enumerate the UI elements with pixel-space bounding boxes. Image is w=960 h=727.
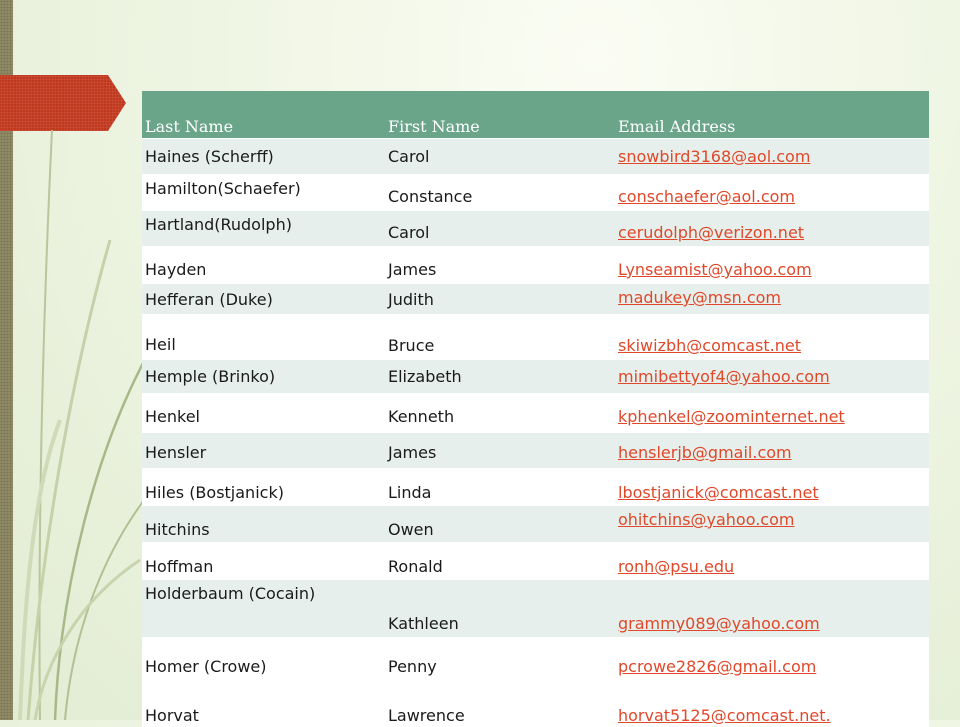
- email-link[interactable]: Lynseamist@yahoo.com: [618, 260, 812, 279]
- last-name-cell: Haines (Scherff): [142, 139, 385, 175]
- email-link[interactable]: pcrowe2826@gmail.com: [618, 657, 817, 676]
- email-link[interactable]: horvat5125@comcast.net.: [618, 705, 831, 725]
- header-last-name: Last Name: [142, 91, 385, 139]
- last-name-cell: Hartland(Rudolph): [142, 211, 385, 247]
- first-name-cell: Ronald: [385, 543, 615, 580]
- table-row: [142, 543, 929, 580]
- last-name-cell: Horvat: [142, 683, 385, 727]
- email-link[interactable]: kphenkel@zoominternet.net: [618, 407, 845, 426]
- first-name-cell: Judith: [385, 284, 615, 315]
- email-link[interactable]: snowbird3168@aol.com: [618, 147, 811, 166]
- first-name-cell: Carol: [385, 211, 615, 247]
- last-name-cell: Hefferan (Duke): [142, 284, 385, 315]
- first-name-cell: Penny: [385, 638, 615, 683]
- first-name-cell: James: [385, 247, 615, 284]
- first-name-cell: Owen: [385, 506, 615, 543]
- email-link[interactable]: grammy089@yahoo.com: [618, 614, 820, 633]
- first-name-cell: Kenneth: [385, 394, 615, 433]
- table-row: [142, 315, 929, 360]
- table-row: [142, 175, 929, 211]
- header-first-name: First Name: [385, 91, 615, 139]
- last-name-cell: Hensler: [142, 433, 385, 469]
- email-link[interactable]: lbostjanick@comcast.net: [618, 483, 819, 502]
- table-row: [142, 580, 929, 638]
- email-link[interactable]: henslerjb@gmail.com: [618, 443, 792, 462]
- table-header-row: [142, 91, 929, 139]
- email-link[interactable]: ohitchins@yahoo.com: [618, 510, 795, 529]
- table-row: [142, 360, 929, 394]
- last-name-cell: Hemple (Brinko): [142, 360, 385, 394]
- table-row: [142, 139, 929, 175]
- first-name-cell: Linda: [385, 469, 615, 506]
- table-row: [142, 247, 929, 284]
- email-link[interactable]: skiwizbh@comcast.net: [618, 336, 801, 355]
- email-link[interactable]: mimibettyof4@yahoo.com: [618, 367, 830, 386]
- table-row: [142, 394, 929, 433]
- header-email-address: Email Address: [615, 91, 929, 139]
- table-row: [142, 433, 929, 469]
- alumni-contact-table: [142, 91, 929, 727]
- first-name-cell: Kathleen: [385, 580, 615, 638]
- last-name-cell: Homer (Crowe): [142, 638, 385, 683]
- last-name-cell: Henkel: [142, 394, 385, 433]
- last-name-cell: Hamilton(Schaefer): [142, 175, 385, 211]
- table-row: [142, 284, 929, 315]
- last-name-cell: Hayden: [142, 247, 385, 284]
- last-name-cell: Heil: [142, 315, 385, 360]
- first-name-cell: James: [385, 433, 615, 469]
- last-name-cell: Hiles (Bostjanick): [142, 469, 385, 506]
- last-name-cell: Hitchins: [142, 506, 385, 543]
- table-row: [142, 638, 929, 683]
- last-name-cell: Hoffman: [142, 543, 385, 580]
- table-row: [142, 211, 929, 247]
- first-name-cell: Lawrence: [385, 683, 615, 727]
- first-name-cell: Carol: [385, 139, 615, 175]
- first-name-cell: Elizabeth: [385, 360, 615, 394]
- first-name-cell: Constance: [385, 175, 615, 211]
- email-link[interactable]: conschaefer@aol.com: [618, 187, 795, 206]
- table-row: [142, 469, 929, 506]
- email-link[interactable]: ronh@psu.edu: [618, 557, 735, 576]
- email-link[interactable]: madukey@msn.com: [618, 288, 782, 307]
- first-name-cell: Bruce: [385, 315, 615, 360]
- email-link[interactable]: cerudolph@verizon.net: [618, 223, 805, 242]
- last-name-cell: Holderbaum (Cocain): [142, 580, 385, 638]
- table-row: [142, 506, 929, 543]
